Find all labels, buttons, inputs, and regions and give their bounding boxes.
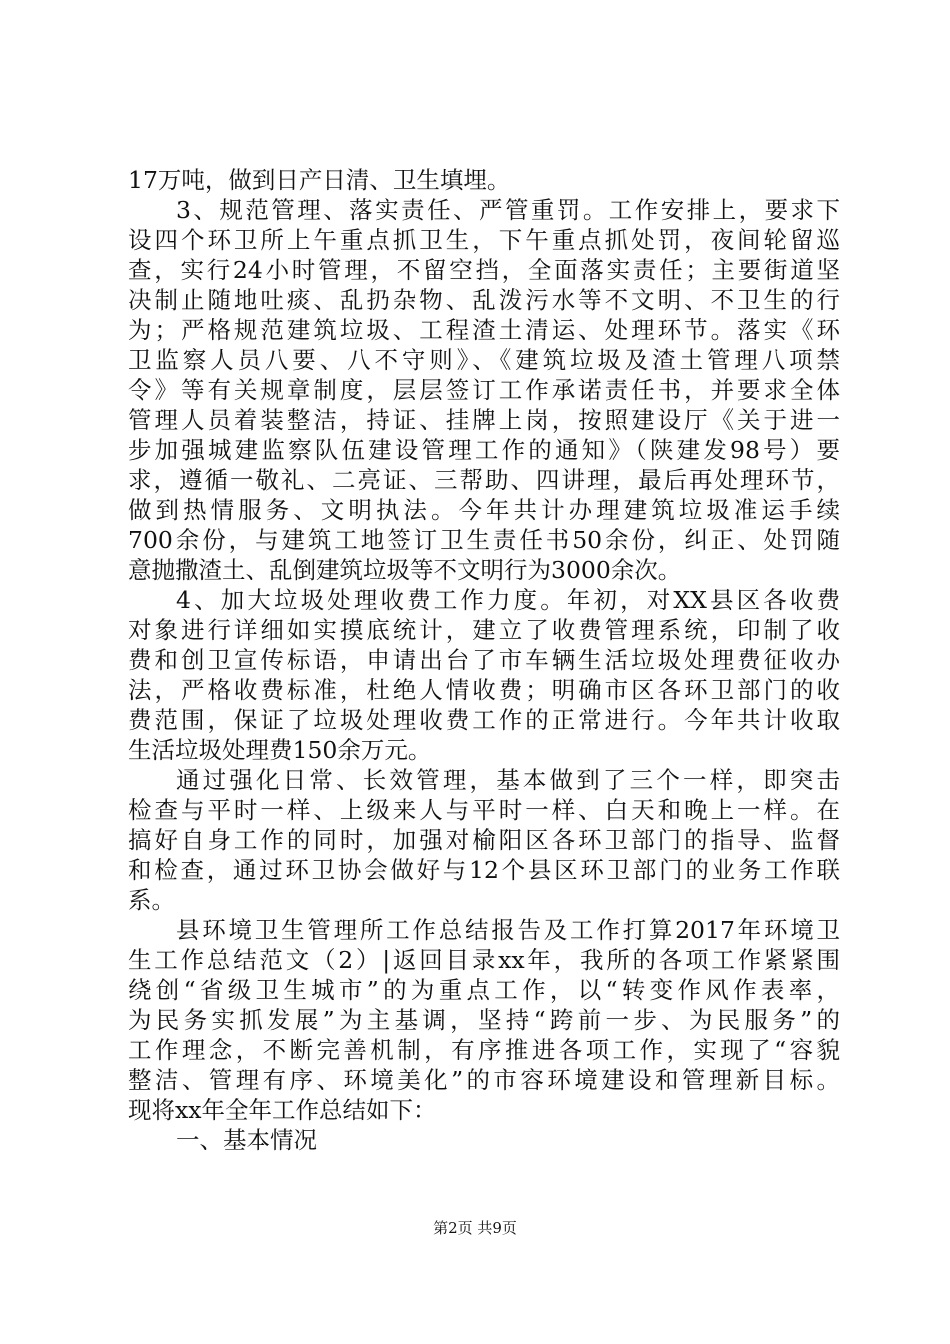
text-line: 求，遵循一敬礼、二亮证、三帮助、四讲理，最后再处理环节， — [128, 466, 840, 494]
text-line: 查，实行24小时管理，不留空挡，全面落实责任；主要街道坚 — [128, 256, 840, 284]
text-line: 检查与平时一样、上级来人与平时一样、白天和晚上一样。在 — [128, 796, 840, 824]
section-heading — [128, 1125, 840, 1155]
text-line: 县环境卫生管理所工作总结报告及工作打算2017年环境卫 — [176, 916, 840, 944]
text-line: 意抛撒渣土、乱倒建筑垃圾等不文明行为3000余次。 — [128, 556, 682, 584]
text-line: 决制止随地吐痰、乱扔杂物、乱泼污水等不文明、不卫生的行 — [128, 286, 840, 314]
text-line: 对象进行详细如实摸底统计，建立了收费管理系统，印制了收 — [128, 616, 840, 644]
text-line: 步加强城建监察队伍建设管理工作的通知》（陕建发98号）要 — [128, 436, 840, 464]
text-line: 3、规范管理、落实责任、严管重罚。工作安排上，要求下 — [176, 196, 840, 224]
text-line: 为民务实抓发展”为主基调，坚持“跨前一步、为民服务”的 — [128, 1006, 840, 1034]
text-line: 工作理念，不断完善机制，有序推进各项工作，实现了“容貌 — [128, 1036, 840, 1064]
text-line: 17万吨，做到日产日清、卫生填埋。 — [128, 166, 511, 194]
text-line: 费和创卫宣传标语，申请出台了市车辆生活垃圾处理费征收办 — [128, 646, 840, 674]
paragraph-item-4 — [128, 585, 840, 765]
document-body — [128, 165, 840, 1155]
paragraph-report-intro — [128, 915, 840, 1125]
text-line: 费范围，保证了垃圾处理收费工作的正常进行。今年共计收取 — [128, 706, 840, 734]
text-line: 设四个环卫所上午重点抓卫生，下午重点抓处罚，夜间轮留巡 — [128, 226, 840, 254]
text-line: 生工作总结范文（2）|返回目录xx年，我所的各项工作紧紧围 — [128, 946, 840, 974]
text-line: 为；严格规范建筑垃圾、工程渣土清运、处理环节。落实《环 — [128, 316, 840, 344]
text-line: 法，严格收费标准，杜绝人情收费；明确市区各环卫部门的收 — [128, 676, 840, 704]
paragraph-summary — [128, 765, 840, 915]
text-line: 绕创“省级卫生城市”的为重点工作，以“转变作风作表率， — [128, 976, 840, 1004]
text-line: 4、加大垃圾处理收费工作力度。年初，对XX县区各收费 — [176, 586, 840, 614]
text-line: 通过强化日常、长效管理，基本做到了三个一样，即突击 — [176, 766, 840, 794]
text-line: 系。 — [128, 886, 175, 914]
paragraph-item-3 — [128, 195, 840, 585]
text-line: 令》等有关规章制度，层层签订工作承诺责任书，并要求全体 — [128, 376, 840, 404]
text-line: 生活垃圾处理费150余万元。 — [128, 736, 432, 764]
text-line: 搞好自身工作的同时，加强对榆阳区各环卫部门的指导、监督 — [128, 826, 840, 854]
heading-basic-situation: 一、基本情况 — [176, 1126, 317, 1154]
paragraph-continuation — [128, 165, 840, 195]
text-line: 700余份，与建筑工地签订卫生责任书50余份，纠正、处罚随 — [128, 526, 840, 554]
text-line: 整洁、管理有序、环境美化”的市容环境建设和管理新目标。 — [128, 1066, 840, 1094]
page-number-footer: 第2页 共9页 — [433, 1219, 517, 1237]
text-line: 做到热情服务、文明执法。今年共计办理建筑垃圾准运手续 — [128, 496, 840, 524]
text-line: 管理人员着装整洁，持证、挂牌上岗，按照建设厅《关于进一 — [128, 406, 840, 434]
text-line: 和检查，通过环卫协会做好与12个县区环卫部门的业务工作联 — [128, 856, 840, 884]
text-line: 卫监察人员八要、八不守则》、《建筑垃圾及渣土管理八项禁 — [128, 346, 840, 374]
text-line: 现将xx年全年工作总结如下： — [128, 1096, 437, 1124]
